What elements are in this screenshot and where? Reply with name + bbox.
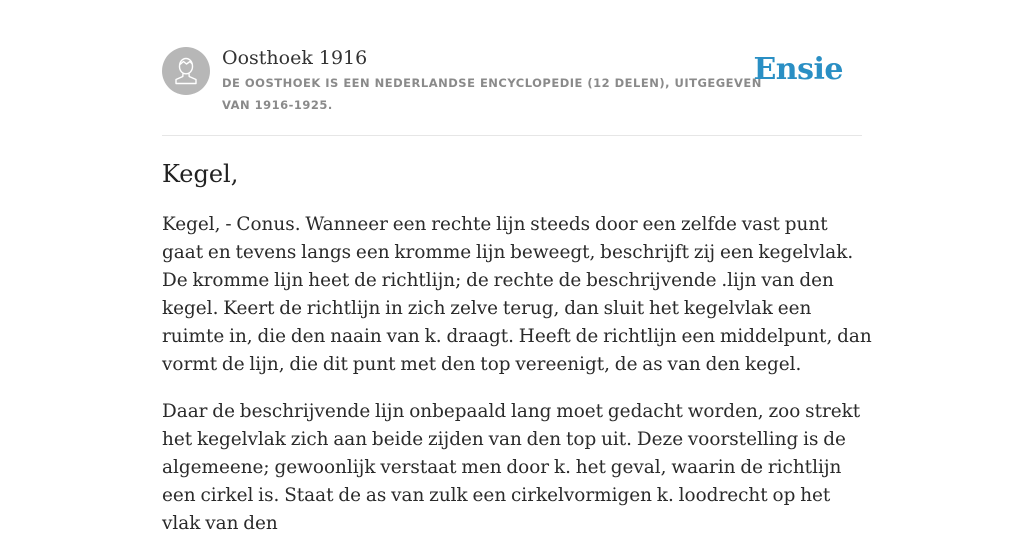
- source-avatar[interactable]: [162, 47, 210, 95]
- header-divider: [162, 135, 862, 136]
- article-paragraph: Kegel, - Conus. Wanneer een rechte lijn steeds door een zelfde vast punt gaat en tevens langs een kromme lijn beweegt, beschrijft zij een kegelvlak. De kromme lijn heet de richtlijn; de rechte de beschrijvende .lijn van den kegel. Keert de richtlijn in zich zelve terug, dan sluit het kegelvlak een ruimte in, die den naain van k. draagt. Heeft de richtlijn een middelpunt, dan vormt de lijn, die dit punt met den top vereenigt, de as van den kegel.: [162, 214, 872, 375]
- source-header: [162, 46, 862, 135]
- source-description: DE OOSTHOEK IS EEN NEDERLANDSE ENCYCLOPEDIE (12 DELEN), UITGEGEVEN VAN 1916-1925.: [222, 76, 762, 112]
- article-title: Kegel,: [162, 160, 239, 188]
- user-silhouette-icon: [162, 47, 210, 95]
- source-title[interactable]: Oosthoek 1916: [222, 47, 368, 69]
- ensie-logo[interactable]: Ensie: [753, 52, 843, 87]
- article-paragraph: Daar de beschrijvende lijn onbepaald lang moet gedacht worden, zoo strekt het kegelvlak zich aan beide zijden van den top uit. Deze voorstelling is de algemeene; gewoonlijk verstaat men door k. het geval, waarin de richtlijn een cirkel is. Staat de as van zulk een cirkelvormigen k. loodrecht op het vlak van den: [162, 401, 861, 534]
- article-body: [162, 211, 872, 557]
